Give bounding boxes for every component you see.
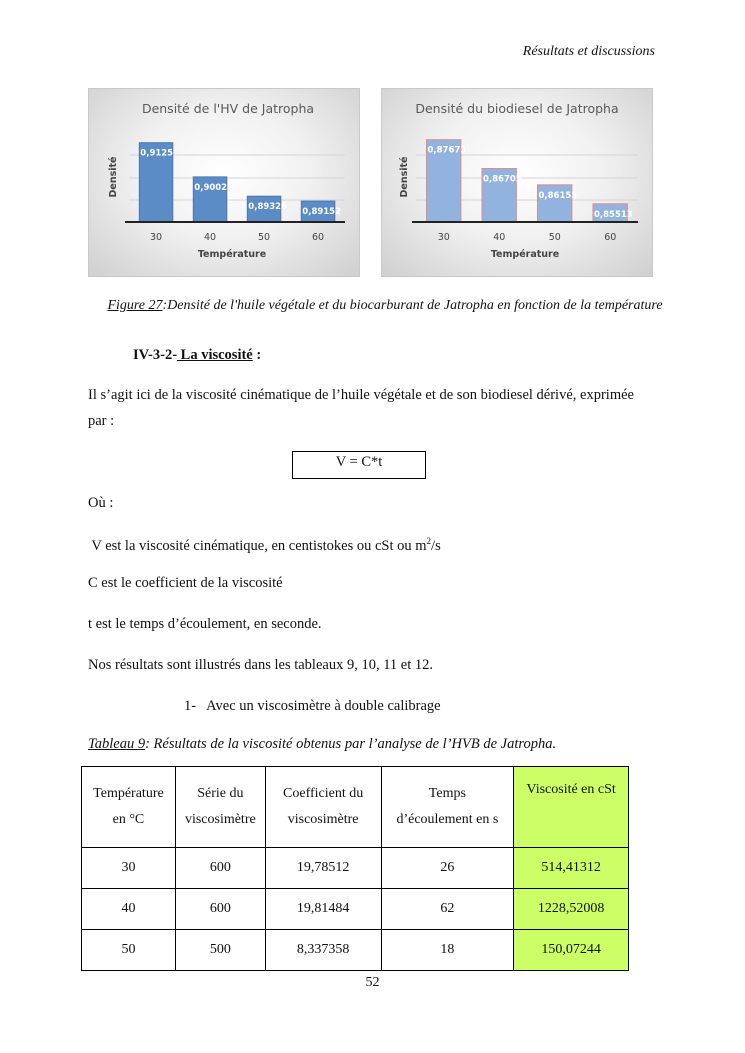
- x-axis-label: Température: [197, 249, 267, 260]
- density-chart-biodiesel-svg: [382, 89, 652, 276]
- data-label-60: 0,85513: [594, 209, 633, 220]
- header-line: Série du: [197, 786, 244, 801]
- figure-caption: [90, 297, 680, 315]
- data-label-60: 0,89152: [302, 207, 342, 218]
- density-chart-biodiesel: [381, 88, 653, 277]
- cell-temperature: 30: [82, 848, 176, 889]
- x-tick-60: 60: [604, 232, 617, 243]
- x-tick-40: 40: [493, 232, 506, 243]
- chart-title: Densité du biodiesel de Jatropha: [415, 101, 619, 116]
- cell-coefficient: 19,81484: [265, 889, 381, 930]
- data-label-40: 0,9002: [194, 182, 228, 193]
- figure-caption-text: :Densité de l'huile végétale et du biocarburant de Jatropha en fonction de la température: [162, 298, 663, 313]
- x-tick-30: 30: [149, 232, 163, 243]
- data-label-50: 0,89326: [248, 202, 288, 213]
- page-number: 52: [365, 975, 380, 990]
- cell-series: 600: [175, 848, 265, 889]
- cell-coefficient: 8,337358: [265, 930, 381, 971]
- v-definition-text: V est la viscosité cinématique, en centistokes ou cSt ou m: [88, 537, 427, 554]
- intro-paragraph-cont: par :: [88, 413, 115, 429]
- y-axis-label: Densité: [108, 156, 119, 198]
- cell-coefficient: 19,78512: [265, 848, 381, 889]
- header-coefficient: [265, 767, 381, 848]
- x-tick-50: 50: [548, 232, 561, 243]
- header-line: Temps: [428, 786, 466, 801]
- y-axis-label: Densité: [399, 156, 410, 198]
- v-definition-end: /s: [431, 537, 441, 554]
- ou-line: Où :: [88, 495, 114, 511]
- viscosity-results-table: [81, 766, 629, 971]
- cell-viscosity: 150,07244: [514, 930, 629, 971]
- header-line: viscosimètre: [287, 812, 359, 827]
- table-header-row: [82, 767, 629, 848]
- density-chart-vegetable-oil-svg: [89, 89, 359, 276]
- section-suffix: :: [252, 347, 262, 363]
- cell-flow-time: 18: [381, 930, 514, 971]
- data-label-40: 0,86705: [483, 174, 522, 185]
- t-definition: t est le temps d’écoulement, en seconde.: [88, 616, 322, 632]
- header-line: en °C: [112, 812, 145, 827]
- formula-box: V = C*t: [292, 451, 426, 479]
- section-title: La viscosité: [177, 347, 253, 363]
- header-line: Viscosité en cSt: [526, 782, 616, 797]
- header-flow-time: [381, 767, 514, 848]
- results-sentence: Nos résultats sont illustrés dans les tableaux 9, 10, 11 et 12.: [88, 657, 433, 673]
- header-line: Coefficient du: [283, 786, 364, 801]
- chart-title: Densité de l'HV de Jatropha: [141, 101, 315, 116]
- header-line: Température: [93, 786, 164, 801]
- cell-viscosity: 514,41312: [514, 848, 629, 889]
- running-header: Résultats et discussions: [522, 44, 655, 59]
- v-definition: [88, 536, 441, 555]
- data-label-30: 0,87673: [427, 145, 467, 156]
- cell-series: 600: [175, 889, 265, 930]
- header-viscosity: [514, 767, 629, 848]
- cell-series: 500: [175, 930, 265, 971]
- x-axis-label: Température: [490, 249, 560, 260]
- x-tick-40: 40: [203, 232, 217, 243]
- section-number: IV-3-2-: [133, 347, 178, 363]
- table-row: [82, 889, 629, 930]
- x-tick-50: 50: [257, 232, 271, 243]
- x-tick-60: 60: [311, 232, 325, 243]
- data-label-30: 0,9125: [140, 148, 174, 159]
- header-line: viscosimètre: [184, 812, 256, 827]
- x-tick-labels: [438, 232, 617, 243]
- cell-temperature: 50: [82, 930, 176, 971]
- cell-viscosity: 1228,52008: [514, 889, 629, 930]
- cell-flow-time: 26: [381, 848, 514, 889]
- intro-paragraph: Il s’agit ici de la viscosité cinématique de l’huile végétale et de son biodiesel dérivé, exprimée: [88, 387, 634, 403]
- v-definition-exponent: 2: [426, 536, 432, 546]
- data-label-50: 0,86155: [538, 190, 578, 201]
- table-caption-text: : Résultats de la viscosité obtenus par l’analyse de l’HVB de Jatropha.: [145, 736, 557, 752]
- density-chart-vegetable-oil: [88, 88, 360, 277]
- header-temperature: [82, 767, 176, 848]
- table-caption: [88, 736, 556, 753]
- header-line: d’écoulement en s: [396, 812, 499, 827]
- x-tick-labels: [150, 232, 324, 243]
- x-tick-30: 30: [437, 232, 450, 243]
- table-row: [82, 930, 629, 971]
- cell-flow-time: 62: [381, 889, 514, 930]
- list-item-1: 1- Avec un viscosimètre à double calibrage: [184, 698, 441, 714]
- c-definition: C est le coefficient de la viscosité: [88, 575, 283, 591]
- table-label: Tableau 9: [88, 736, 146, 752]
- cell-temperature: 40: [82, 889, 176, 930]
- chart-bars: [427, 140, 633, 222]
- table-row: [82, 848, 629, 889]
- section-heading: [133, 347, 261, 364]
- header-series: [175, 767, 265, 848]
- figure-label: Figure 27: [107, 298, 163, 313]
